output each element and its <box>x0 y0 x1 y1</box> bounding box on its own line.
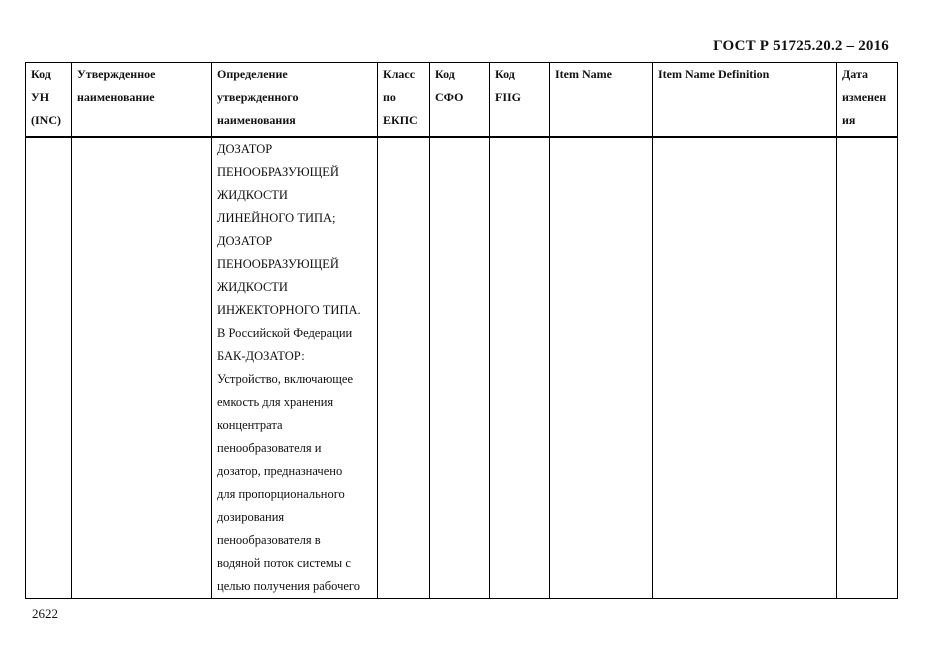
header-definition: Определение утвержденного наименования <box>212 63 378 138</box>
cell-ekps-class <box>378 137 430 599</box>
cell-item-name <box>550 137 653 599</box>
table-row <box>26 137 898 599</box>
document-title: ГОСТ Р 51725.20.2 – 2016 <box>713 38 889 54</box>
cell-definition: ДОЗАТОР ПЕНООБРАЗУЮЩЕЙ ЖИДКОСТИ ЛИНЕЙНОГО ТИПА; ДОЗАТОР ПЕНООБРАЗУЮЩЕЙ ЖИДКОСТИ ИНЖЕКТОРНОГО ТИПА. В Российской Федерации БАК-ДОЗАТОР: Устройство, включающее емкость для хранения концентрата пенообразователя и дозатор, предназначено для пропорционального дозирования пенообразователя в водяной поток системы с целью получения рабочего <box>212 137 378 599</box>
header-fiig-code: Код FIIG <box>490 63 550 138</box>
cell-item-name-definition <box>653 137 837 599</box>
page-number: 2622 <box>32 606 58 621</box>
header-item-name-definition: Item Name Definition <box>653 63 837 138</box>
header-change-date: Дата изменен ия <box>837 63 898 138</box>
header-item-name: Item Name <box>550 63 653 138</box>
cell-fiig-code <box>490 137 550 599</box>
header-inc-code: Код УН (INC) <box>26 63 72 138</box>
table-header-row <box>26 63 898 138</box>
cell-sfo-code <box>430 137 490 599</box>
header-approved-name: Утвержденное наименование <box>72 63 212 138</box>
cell-inc-code <box>26 137 72 599</box>
header-sfo-code: Код СФО <box>430 63 490 138</box>
nomenclature-table <box>25 62 898 599</box>
cell-approved-name <box>72 137 212 599</box>
cell-change-date <box>837 137 898 599</box>
header-ekps-class: Класс по ЕКПС <box>378 63 430 138</box>
